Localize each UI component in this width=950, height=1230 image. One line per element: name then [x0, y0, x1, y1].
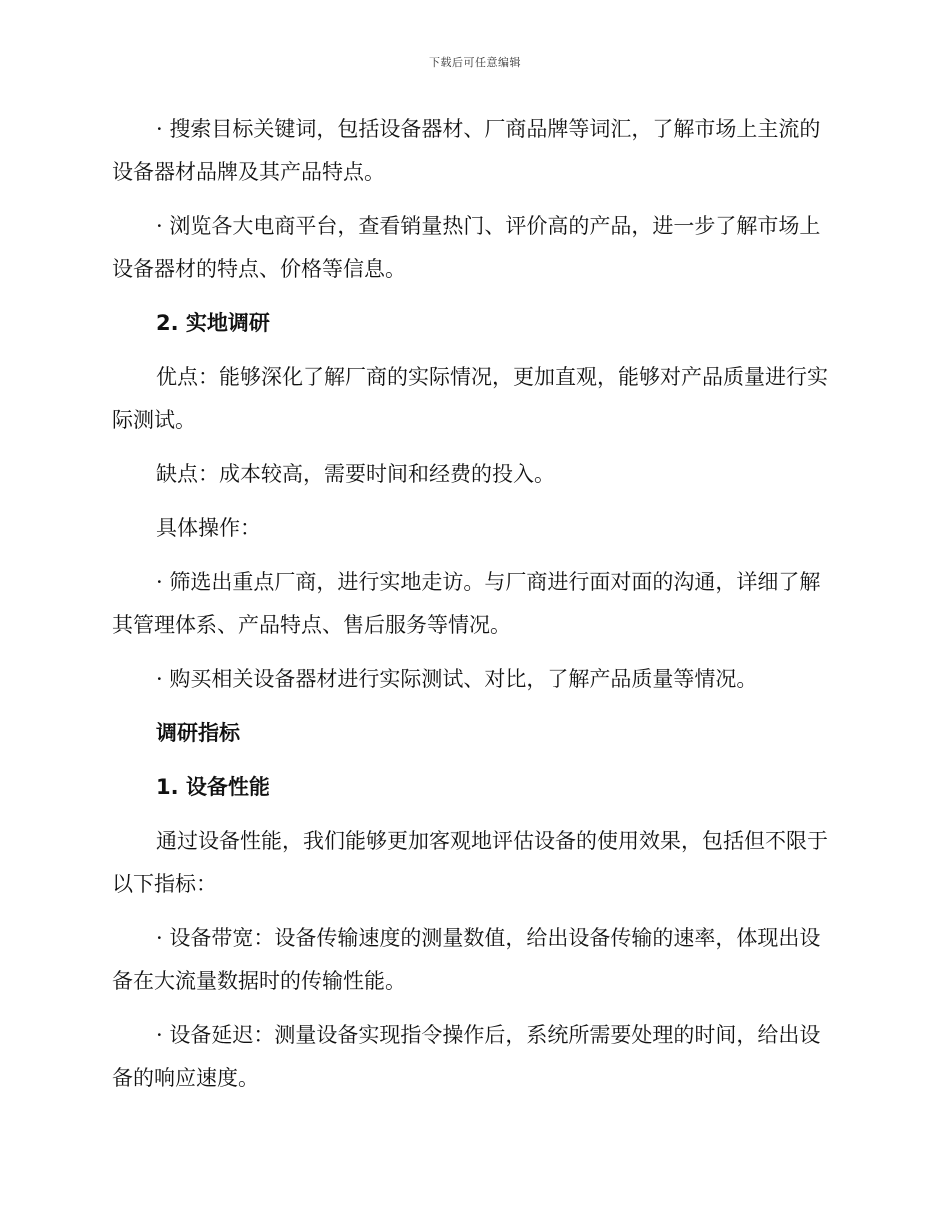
bullet-bandwidth: · 设备带宽：设备传输速度的测量数值，给出设备传输的速率，体现出设备在大流量数据时的传输性能。	[112, 926, 821, 993]
bullet-screen-vendors: · 筛选出重点厂商，进行实地走访。与厂商进行面对面的沟通，详细了解其管理体系、产品特点、售后服务等情况。	[112, 570, 821, 637]
para-specific-operations: 具体操作：	[156, 516, 261, 540]
para-disadvantages: 缺点：成本较高，需要时间和经费的投入。	[156, 462, 555, 486]
para-advantages: 优点：能够深化了解厂商的实际情况，更加直观，能够对产品质量进行实际测试。	[112, 365, 828, 432]
heading-device-performance: 1. 设备性能	[156, 775, 270, 799]
heading-research-indicators: 调研指标	[156, 721, 240, 745]
document-body	[112, 108, 832, 1111]
bullet-search-keywords: · 搜索目标关键词，包括设备器材、厂商品牌等词汇，了解市场上主流的设备器材品牌及其产品特点。	[112, 117, 821, 184]
page-header-note: 下载后可任意编辑	[429, 56, 521, 69]
bullet-purchase-testing: · 购买相关设备器材进行实际测试、对比，了解产品质量等情况。	[156, 667, 758, 691]
bullet-latency: · 设备延迟：测量设备实现指令操作后，系统所需要处理的时间，给出设备的响应速度。	[112, 1023, 821, 1090]
bullet-browse-platforms: · 浏览各大电商平台，查看销量热门、评价高的产品，进一步了解市场上设备器材的特点、价格等信息。	[112, 214, 821, 281]
para-performance-intro: 通过设备性能，我们能够更加客观地评估设备的使用效果，包括但不限于以下指标：	[112, 829, 828, 896]
heading-field-research: 2. 实地调研	[156, 311, 270, 335]
